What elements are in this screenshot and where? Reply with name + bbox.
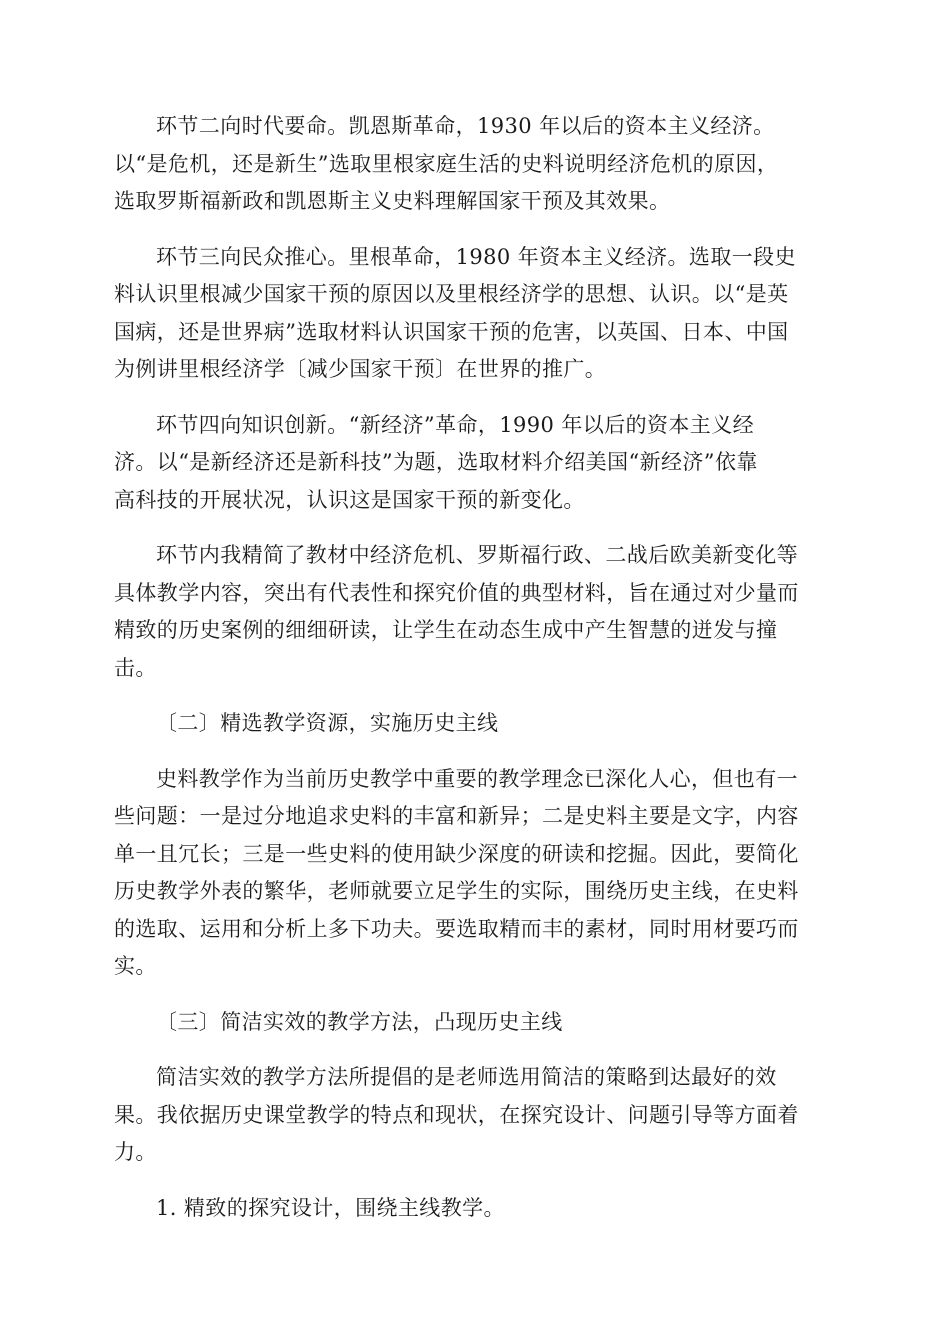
section-heading-two: [114, 705, 834, 743]
text-line: 击。: [114, 655, 157, 680]
heading-text: 1. 精致的探究设计，围绕主线教学。: [156, 1195, 505, 1220]
paragraph-link-three: [114, 239, 834, 389]
section-heading-three: [114, 1004, 834, 1042]
text-line: 的选取、运用和分析上多下功夫。要选取精而丰的素材，同时用材要巧而: [114, 916, 799, 941]
subsection-heading-one: [114, 1190, 834, 1228]
text-line: 些问题：一是过分地追求史料的丰富和新异；二是史料主要是文字，内容: [114, 804, 799, 828]
text-line: 环节二向时代要命。凯恩斯革命，1930 年以后的资本主义经济。: [156, 114, 775, 138]
text-line: 单一且冗长；三是一些史料的使用缺少深度的研读和挖掘。因此，要简化: [114, 841, 799, 866]
text-line: 具体教学内容，突出有代表性和探究价值的典型材料，旨在通过对少量而: [114, 580, 799, 605]
text-line: 济。以“是新经济还是新科技”为题，选取材料介绍美国“新经济”依靠: [114, 450, 758, 474]
paragraph-simplification: [114, 537, 834, 687]
text-line: 果。我依据历史课堂教学的特点和现状，在探究设计、问题引导等方面着: [114, 1102, 799, 1127]
text-line: 史料教学作为当前历史教学中重要的教学理念已深化人心，但也有一: [156, 766, 798, 791]
text-line: 历史教学外表的繁华，老师就要立足学生的实际，围绕历史主线，在史料: [114, 879, 799, 903]
heading-text: 〔二〕精选教学资源，实施历史主线: [156, 711, 499, 735]
text-line: 力。: [114, 1140, 157, 1164]
heading-text: 〔三〕简洁实效的教学方法，凸现历史主线: [156, 1009, 563, 1034]
text-line: 为例讲里根经济学〔减少国家干预〕在世界的推广。: [114, 357, 607, 381]
text-line: 环节四向知识创新。“新经济”革命，1990 年以后的资本主义经: [156, 412, 754, 437]
text-line: 料认识里根减少国家干预的原因以及里根经济学的思想、认识。以“是英: [114, 282, 789, 306]
text-line: 高科技的开展状况，认识这是国家干预的新变化。: [114, 487, 585, 512]
text-line: 环节三向民众推心。里根革命，1980 年资本主义经济。选取一段史: [156, 244, 796, 269]
text-line: 以“是危机，还是新生”选取里根家庭生活的史料说明经济危机的原因，: [114, 151, 779, 176]
paragraph-historical-materials: [114, 761, 834, 986]
document-page: [114, 108, 834, 1245]
text-line: 简洁实效的教学方法所提倡的是老师选用简洁的策略到达最好的效: [156, 1065, 777, 1089]
paragraph-link-four: [114, 407, 834, 520]
text-line: 国病，还是世界病”选取材料认识国家干预的危害，以英国、日本、中国: [114, 319, 789, 344]
text-line: 选取罗斯福新政和凯恩斯主义史料理解国家干预及其效果。: [114, 189, 671, 213]
paragraph-link-two: [114, 108, 834, 221]
text-line: 实。: [114, 954, 157, 978]
text-line: 环节内我精简了教材中经济危机、罗斯福行政、二战后欧美新变化等: [156, 543, 798, 567]
paragraph-teaching-methods: [114, 1059, 834, 1172]
text-line: 精致的历史案例的细细研读，让学生在动态生成中产生智慧的迸发与撞: [114, 618, 778, 642]
